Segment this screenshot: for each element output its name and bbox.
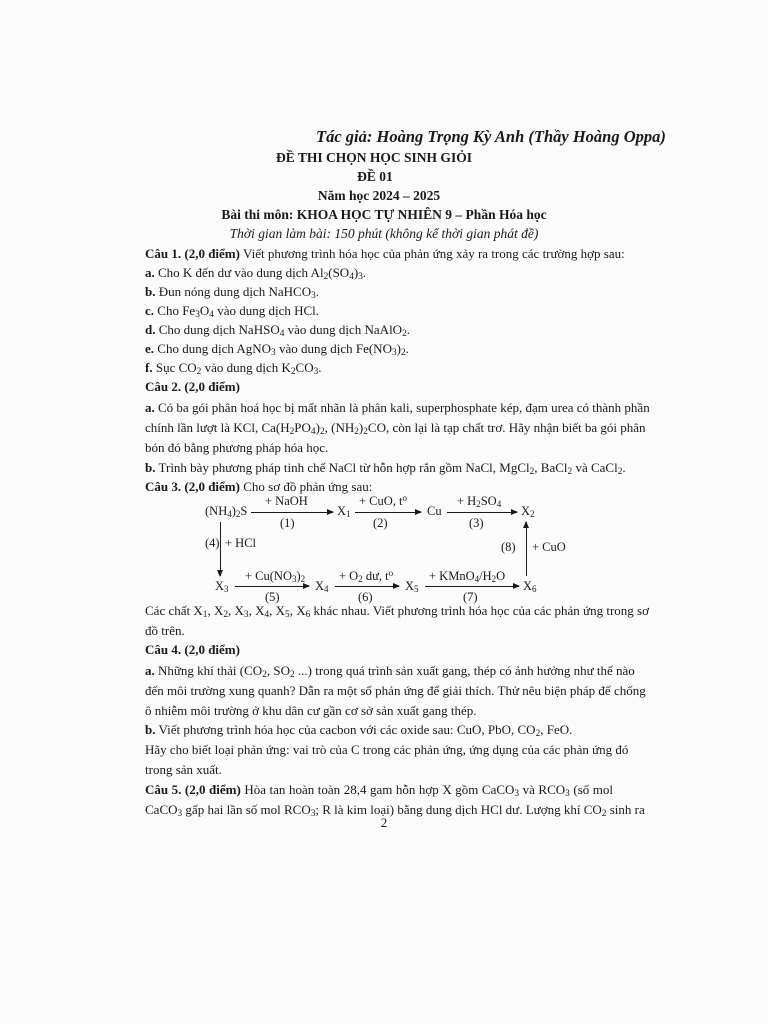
q1-item-d: d. Cho dung dịch NaHSO$_4$ vào dung dịch NaAlO$_2$. bbox=[145, 322, 410, 340]
school-year: Năm học 2024 – 2025 bbox=[317, 188, 441, 203]
arrow-5 bbox=[235, 586, 309, 587]
q2-a-line1: a. Có ba gói phân hoá học bị mất nhãn là phân kali, superphosphate kép, đạm urea có thành phần bbox=[145, 400, 650, 415]
q2-heading: Câu 2. (2,0 điểm) bbox=[145, 379, 240, 394]
q1-heading bbox=[145, 245, 625, 263]
arrow-4 bbox=[220, 522, 221, 576]
q4-a-line2: đến môi trường xung quanh? Dẫn ra một số phản ứng để giải thích. Thử nêu biện pháp để chống bbox=[145, 683, 646, 698]
reagent-8: + CuO bbox=[532, 540, 566, 554]
node-x2: $X_2$ bbox=[521, 504, 535, 519]
step-4: (4) bbox=[205, 536, 220, 550]
reaction-scheme bbox=[195, 492, 595, 602]
q4-b-line3: trong sản xuất. bbox=[145, 762, 222, 777]
q5-line2: CaCO$_3$ gấp hai lần số mol $RCO_3$; R là kim loại) bằng dung dịch HCl dư. Lượng khí $CO_2$ sinh ra bbox=[145, 802, 645, 820]
q4-a-line3: ô nhiễm môi trường ở khu dân cư gần cơ sở sản xuất gang thép. bbox=[145, 703, 477, 718]
q3-text: Cho sơ đồ phản ứng sau: bbox=[239, 479, 373, 494]
node-x5: $X_5$ bbox=[405, 579, 419, 594]
node-x3: $X_3$ bbox=[215, 579, 229, 594]
author-line: Tác giả: Hoàng Trọng Kỳ Anh (Thầy Hoàng Oppa) bbox=[316, 127, 666, 146]
reagent-6: + $O_2$ dư, $t^o$ bbox=[339, 567, 394, 584]
exam-subject: Bài thi môn: KHOA HỌC TỰ NHIÊN 9 – Phần Hóa học bbox=[221, 207, 547, 222]
q1-item-e: e. Cho dung dịch AgNO$_3$ vào dung dịch $Fe(NO_3)_2$. bbox=[145, 341, 409, 359]
node-cu: Cu bbox=[427, 504, 442, 518]
reagent-5: + $Cu(NO_3)_2$ bbox=[245, 569, 306, 584]
arrow-1 bbox=[251, 512, 333, 513]
reagent-3: + $H_2SO_4$ bbox=[457, 494, 502, 509]
step-7: (7) bbox=[463, 590, 478, 604]
arrow-7 bbox=[425, 586, 519, 587]
q3-label: Câu 3. (2,0 điểm) bbox=[145, 479, 240, 494]
q2-b-line1: b. Trình bày phương pháp tinh chế NaCl từ hỗn hợp rắn gồm NaCl, MgCl$_2$, BaCl$_2$ và CaCl$_2$. bbox=[145, 460, 626, 478]
step-8: (8) bbox=[501, 540, 516, 554]
node-x4: $X_4$ bbox=[315, 579, 329, 594]
q5-line1: Câu 5. (2,0 điểm) Hòa tan hoàn toàn 28,4 gam hỗn hợp X gồm CaCO$_3$ và $RCO_3$ (số mol bbox=[145, 782, 614, 800]
reagent-1: + NaOH bbox=[265, 494, 308, 508]
arrow-3 bbox=[447, 512, 517, 513]
q1-item-c: c. Cho $Fe_3O_4$ vào dung dịch HCl. bbox=[145, 303, 320, 321]
q4-b-line1: b. Viết phương trình hóa học của cacbon với các oxide sau: CuO, PbO, $CO_2$, FeO. bbox=[145, 722, 573, 740]
q1-item-f: f. Sục $CO_2$ vào dung dịch $K_2CO_3$. bbox=[145, 360, 322, 378]
arrow-2 bbox=[355, 512, 421, 513]
page-number: 2 bbox=[380, 815, 388, 830]
reagent-7: + $KMnO_4/H_2O$ bbox=[429, 569, 506, 584]
node-x6: $X_6$ bbox=[523, 579, 537, 594]
node-x1: $X_1$ bbox=[337, 504, 351, 519]
q4-heading: Câu 4. (2,0 điểm) bbox=[145, 642, 240, 657]
arrow-8 bbox=[526, 522, 527, 576]
exam-code: ĐỀ 01 bbox=[357, 169, 393, 184]
step-5: (5) bbox=[265, 590, 280, 604]
q2-a-line2: chính lần lượt là KCl, $Ca(H_2PO_4)_2$, $(NH_2)_2CO$, còn lại là tạp chất trơ. Hãy nhận biết ba gói phân bbox=[145, 420, 646, 438]
q2-a-line3: bón đó bằng phương pháp hóa học. bbox=[145, 440, 329, 455]
q1-label: Câu 1. (2,0 điểm) bbox=[145, 246, 240, 261]
q1-item-b: b. Đun nóng dung dịch NaHCO$_3$. bbox=[145, 284, 320, 302]
reagent-2: + CuO, $t^o$ bbox=[359, 492, 408, 508]
q3-after-line2: đồ trên. bbox=[145, 623, 185, 638]
q4-b-line2: Hãy cho biết loại phản ứng: vai trò của C trong các phản ứng, ứng dụng của các phản ứng đó bbox=[145, 742, 629, 757]
exam-title: ĐỀ THI CHỌN HỌC SINH GIỎI bbox=[276, 150, 472, 165]
step-6: (6) bbox=[358, 590, 373, 604]
q4-a-line1: a. Những khí thải ($CO_2$, $SO_2$ ...) trong quá trình sản xuất gang, thép có ảnh hưởng như thế nào bbox=[145, 663, 635, 681]
reagent-4: + HCl bbox=[225, 536, 257, 550]
step-1: (1) bbox=[280, 516, 295, 530]
node-start: $(NH_4)_2S$ bbox=[205, 504, 248, 519]
arrow-6 bbox=[335, 586, 399, 587]
step-2: (2) bbox=[373, 516, 388, 530]
step-3: (3) bbox=[469, 516, 484, 530]
q1-text: Viết phương trình hóa học của phản ứng xảy ra trong các trường hợp sau: bbox=[239, 246, 625, 261]
q3-after-line1: Các chất $X_1$, $X_2$, $X_3$, $X_4$, $X_5$, $X_6$ khác nhau. Viết phương trình hóa học của các phản ứng trong sơ bbox=[145, 603, 649, 621]
q1-item-a: a. Cho K đến dư vào dung dịch $Al_2(SO_4)_3$. bbox=[145, 265, 367, 283]
exam-time: Thời gian làm bài: 150 phút (không kể thời gian phát đề) bbox=[229, 226, 539, 241]
